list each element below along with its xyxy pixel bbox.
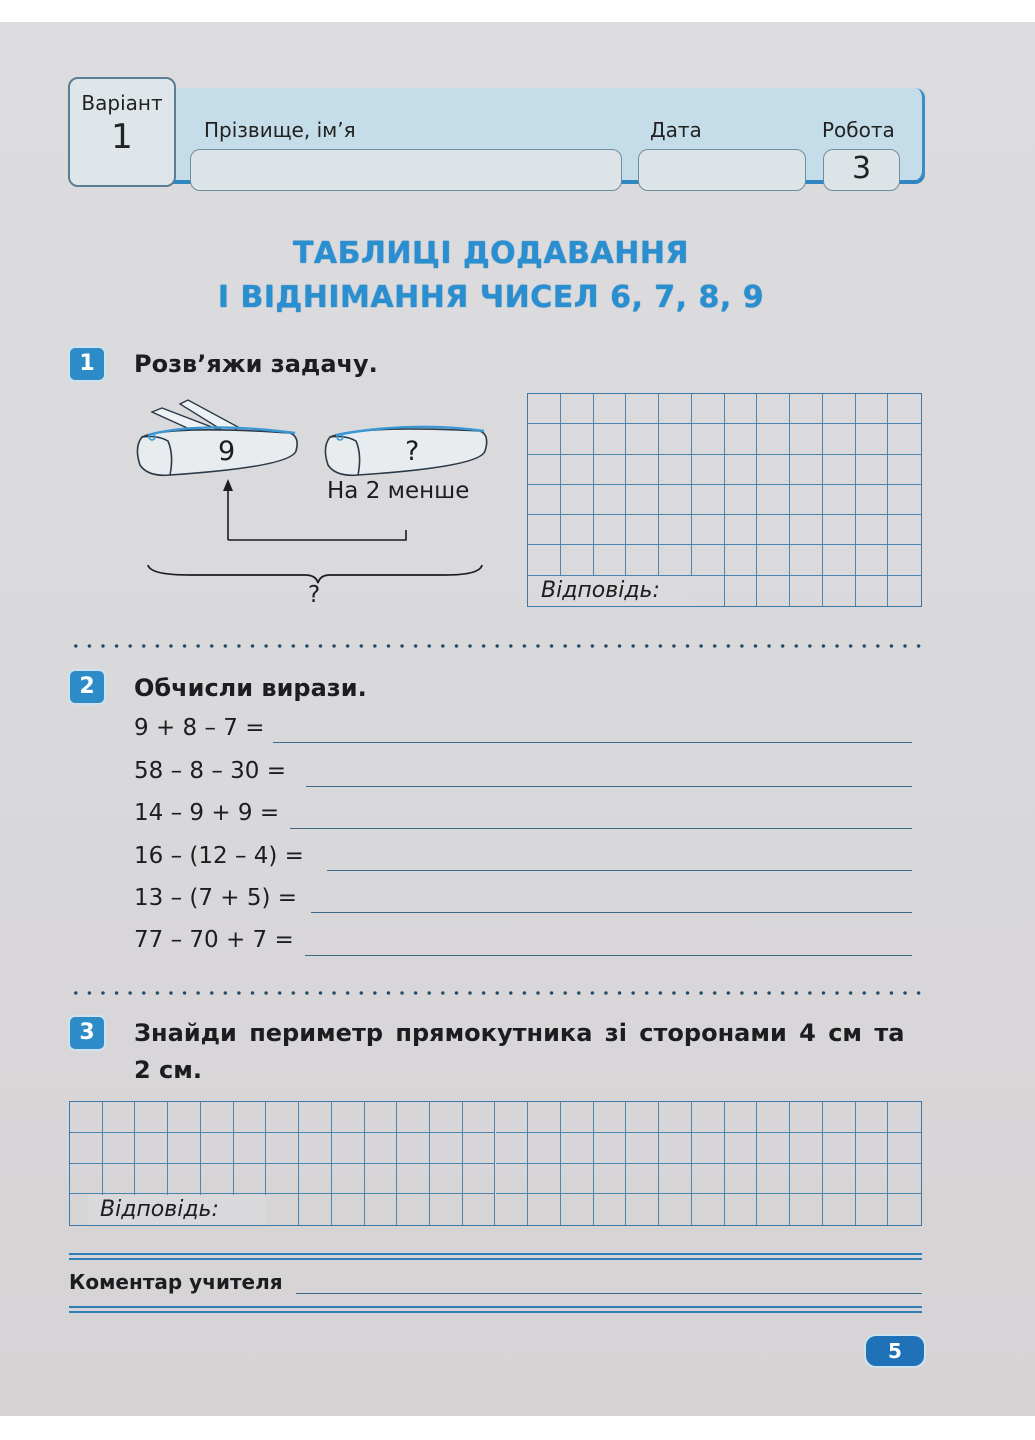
grid-cell[interactable] (888, 1102, 921, 1133)
case-2-value: ? (405, 436, 420, 467)
grid-cell[interactable] (561, 394, 594, 424)
grid-cell[interactable] (528, 1133, 561, 1164)
task-1-answer-grid[interactable] (527, 393, 922, 607)
footer-rule-bottom (69, 1306, 922, 1313)
grid-cell[interactable] (561, 485, 594, 515)
grid-cell[interactable] (528, 424, 561, 454)
grid-cell[interactable] (888, 424, 921, 454)
answer-line-2[interactable] (306, 786, 912, 787)
total-label: ? (308, 582, 321, 608)
grid-cell[interactable] (626, 394, 659, 424)
grid-cell[interactable] (790, 455, 823, 485)
grid-cell[interactable] (823, 455, 856, 485)
grid-cell[interactable] (266, 1133, 299, 1164)
grid-cell[interactable] (70, 1133, 103, 1164)
grid-cell[interactable] (856, 1133, 889, 1164)
grid-cell[interactable] (234, 1133, 267, 1164)
expression-text: 77 – 70 + 7 = (134, 927, 294, 953)
grid-cell[interactable] (692, 485, 725, 515)
name-field[interactable] (190, 149, 622, 191)
expression-row-2 (134, 758, 286, 792)
grid-cell[interactable] (103, 1164, 136, 1195)
grid-cell[interactable] (888, 485, 921, 515)
variant-box (68, 77, 176, 187)
grid-cell[interactable] (757, 515, 790, 545)
grid-cell[interactable] (790, 1133, 823, 1164)
work-number: 3 (823, 149, 900, 191)
grid-cell[interactable] (823, 1164, 856, 1195)
grid-cell[interactable] (332, 1102, 365, 1133)
grid-cell[interactable] (561, 545, 594, 575)
grid-cell[interactable] (757, 1102, 790, 1133)
page-title-line2: І ВІДНІМАННЯ ЧИСЕЛ 6, 7, 8, 9 (217, 280, 765, 315)
grid-cell[interactable] (823, 1102, 856, 1133)
grid-cell[interactable] (463, 1102, 496, 1133)
task-1-answer-label: Відповідь: (529, 576, 693, 606)
grid-cell[interactable] (594, 424, 627, 454)
grid-cell[interactable] (692, 394, 725, 424)
date-field[interactable] (638, 149, 806, 191)
grid-cell[interactable] (856, 515, 889, 545)
grid-cell[interactable] (823, 485, 856, 515)
grid-cell[interactable] (790, 394, 823, 424)
grid-cell[interactable] (528, 455, 561, 485)
grid-cell[interactable] (561, 1102, 594, 1133)
expression-row-5 (134, 885, 297, 919)
grid-cell[interactable] (626, 485, 659, 515)
grid-cell[interactable] (626, 1102, 659, 1133)
relation-label: На 2 менше (327, 478, 470, 504)
grid-cell[interactable] (626, 1133, 659, 1164)
grid-cell[interactable] (659, 1102, 692, 1133)
grid-cell[interactable] (397, 1102, 430, 1133)
grid-cell[interactable] (135, 1164, 168, 1195)
grid-cell[interactable] (594, 394, 627, 424)
grid-cell[interactable] (201, 1133, 234, 1164)
separator-1 (69, 644, 922, 648)
grid-cell[interactable] (299, 1133, 332, 1164)
grid-cell[interactable] (626, 424, 659, 454)
task-1-title: Розв’яжи задачу. (134, 350, 378, 378)
grid-cell[interactable] (790, 576, 823, 606)
name-label: Прізвище, ім’я (204, 118, 356, 142)
grid-cell[interactable] (823, 424, 856, 454)
grid-cell[interactable] (528, 545, 561, 575)
grid-cell[interactable] (888, 515, 921, 545)
grid-cell[interactable] (430, 1164, 463, 1195)
grid-cell[interactable] (659, 455, 692, 485)
grid-cell[interactable] (757, 455, 790, 485)
total-brace-icon (148, 565, 482, 583)
grid-cell[interactable] (659, 1164, 692, 1195)
grid-cell[interactable] (168, 1164, 201, 1195)
grid-cell[interactable] (790, 515, 823, 545)
grid-cell[interactable] (397, 1133, 430, 1164)
grid-cell[interactable] (823, 394, 856, 424)
grid-cell[interactable] (70, 1164, 103, 1195)
grid-cell[interactable] (725, 424, 758, 454)
grid-cell[interactable] (463, 1194, 496, 1225)
grid-cell[interactable] (790, 1194, 823, 1225)
grid-cell[interactable] (463, 1133, 496, 1164)
grid-cell[interactable] (135, 1133, 168, 1164)
grid-cell[interactable] (626, 1164, 659, 1195)
grid-cell[interactable] (757, 545, 790, 575)
grid-cell[interactable] (135, 1102, 168, 1133)
grid-cell[interactable] (201, 1164, 234, 1195)
grid-cell[interactable] (725, 1164, 758, 1195)
grid-cell[interactable] (594, 515, 627, 545)
expression-row-6 (134, 927, 294, 961)
grid-cell[interactable] (692, 1133, 725, 1164)
grid-cell[interactable] (659, 545, 692, 575)
grid-cell[interactable] (757, 576, 790, 606)
grid-cell[interactable] (430, 1102, 463, 1133)
grid-cell[interactable] (430, 1194, 463, 1225)
grid-cell[interactable] (790, 424, 823, 454)
grid-cell[interactable] (692, 1194, 725, 1225)
grid-cell[interactable] (496, 1194, 529, 1225)
grid-cell[interactable] (725, 1133, 758, 1164)
grid-cell[interactable] (365, 1102, 398, 1133)
expression-text: 16 – (12 – 4) = (134, 843, 304, 869)
grid-cell[interactable] (332, 1164, 365, 1195)
page-title-line1: ТАБЛИЦІ ДОДАВАННЯ (292, 236, 690, 271)
expression-text: 9 + 8 – 7 = (134, 715, 265, 741)
task-2-title: Обчисли вирази. (134, 674, 367, 702)
grid-cell[interactable] (496, 1133, 529, 1164)
grid-cell[interactable] (266, 1194, 299, 1225)
grid-cell[interactable] (594, 1133, 627, 1164)
task-2-badge: 2 (70, 671, 104, 703)
grid-cell[interactable] (856, 576, 889, 606)
grid-cell[interactable] (496, 1102, 529, 1133)
expression-text: 14 – 9 + 9 = (134, 800, 280, 826)
grid-cell[interactable] (856, 394, 889, 424)
grid-cell[interactable] (790, 1102, 823, 1133)
answer-line-3[interactable] (290, 828, 912, 829)
teacher-comment-line[interactable] (296, 1293, 922, 1294)
grid-cell[interactable] (561, 1133, 594, 1164)
answer-line-6[interactable] (305, 955, 912, 956)
grid-cell[interactable] (365, 1194, 398, 1225)
grid-cell[interactable] (725, 545, 758, 575)
date-label: Дата (650, 118, 702, 142)
grid-cell[interactable] (168, 1133, 201, 1164)
grid-cell[interactable] (594, 1164, 627, 1195)
grid-cell[interactable] (594, 1102, 627, 1133)
grid-cell[interactable] (856, 1164, 889, 1195)
task-3-title-line2: 2 см. (134, 1056, 203, 1084)
answer-line-1[interactable] (273, 742, 912, 743)
grid-cell[interactable] (888, 1164, 921, 1195)
grid-cell[interactable] (725, 1194, 758, 1225)
grid-cell[interactable] (266, 1102, 299, 1133)
grid-cell[interactable] (856, 485, 889, 515)
expression-text: 58 – 8 – 30 = (134, 758, 286, 784)
grid-cell[interactable] (725, 394, 758, 424)
grid-cell[interactable] (725, 515, 758, 545)
work-label: Робота (822, 118, 895, 142)
grid-cell[interactable] (332, 1133, 365, 1164)
grid-cell[interactable] (528, 1164, 561, 1195)
grid-cell[interactable] (659, 1194, 692, 1225)
variant-value: 1 (111, 117, 133, 157)
grid-cell[interactable] (823, 576, 856, 606)
grid-cell[interactable] (659, 394, 692, 424)
page-number: 5 (866, 1336, 924, 1366)
grid-cell[interactable] (659, 485, 692, 515)
grid-cell[interactable] (234, 1164, 267, 1195)
grid-cell[interactable] (561, 1194, 594, 1225)
grid-cell[interactable] (70, 1102, 103, 1133)
grid-cell[interactable] (757, 394, 790, 424)
grid-cell[interactable] (365, 1164, 398, 1195)
grid-cell[interactable] (266, 1164, 299, 1195)
grid-cell[interactable] (888, 545, 921, 575)
grid-cell[interactable] (397, 1164, 430, 1195)
task-3-badge: 3 (70, 1017, 104, 1049)
expression-row-3 (134, 800, 279, 834)
grid-cell[interactable] (299, 1164, 332, 1195)
grid-cell[interactable] (757, 485, 790, 515)
expression-text: 13 – (7 + 5) = (134, 885, 298, 911)
grid-cell[interactable] (790, 485, 823, 515)
grid-cell[interactable] (561, 455, 594, 485)
grid-cell[interactable] (692, 1164, 725, 1195)
grid-cell[interactable] (594, 545, 627, 575)
grid-cell[interactable] (823, 545, 856, 575)
grid-cell[interactable] (692, 424, 725, 454)
grid-cell[interactable] (725, 455, 758, 485)
grid-cell[interactable] (659, 424, 692, 454)
grid-cell[interactable] (594, 1194, 627, 1225)
grid-cell[interactable] (528, 394, 561, 424)
grid-cell[interactable] (528, 1194, 561, 1225)
grid-cell[interactable] (856, 424, 889, 454)
grid-cell[interactable] (692, 515, 725, 545)
grid-cell[interactable] (626, 545, 659, 575)
grid-cell[interactable] (103, 1133, 136, 1164)
grid-cell[interactable] (626, 455, 659, 485)
grid-cell[interactable] (626, 515, 659, 545)
grid-cell[interactable] (299, 1102, 332, 1133)
grid-cell[interactable] (692, 545, 725, 575)
grid-cell[interactable] (463, 1164, 496, 1195)
answer-line-5[interactable] (311, 912, 912, 913)
grid-cell[interactable] (397, 1194, 430, 1225)
grid-cell[interactable] (888, 1133, 921, 1164)
grid-cell[interactable] (561, 424, 594, 454)
grid-cell[interactable] (692, 576, 725, 606)
grid-cell[interactable] (365, 1133, 398, 1164)
grid-cell[interactable] (888, 1194, 921, 1225)
grid-cell[interactable] (201, 1102, 234, 1133)
grid-cell[interactable] (528, 515, 561, 545)
footer-rule-top (69, 1253, 922, 1260)
grid-cell[interactable] (757, 1133, 790, 1164)
grid-cell[interactable] (757, 1194, 790, 1225)
grid-cell[interactable] (790, 1164, 823, 1195)
grid-cell[interactable] (659, 515, 692, 545)
grid-cell[interactable] (561, 1164, 594, 1195)
grid-cell[interactable] (823, 1194, 856, 1225)
task-3-title-line1: Знайди периметр прямокутника зі сторонами 4 см та (134, 1019, 905, 1047)
teacher-comment-label: Коментар учителя (69, 1270, 283, 1294)
grid-cell[interactable] (757, 1164, 790, 1195)
grid-cell[interactable] (299, 1194, 332, 1225)
grid-cell[interactable] (692, 455, 725, 485)
expression-row-1 (134, 715, 265, 749)
grid-cell[interactable] (496, 1164, 529, 1195)
task-3-answer-label: Відповідь: (88, 1195, 266, 1225)
grid-cell[interactable] (528, 485, 561, 515)
grid-cell[interactable] (430, 1133, 463, 1164)
variant-label: Варіант (81, 91, 163, 115)
grid-cell[interactable] (594, 455, 627, 485)
case-1-value: 9 (218, 436, 236, 467)
grid-cell[interactable] (725, 576, 758, 606)
grid-cell[interactable] (888, 394, 921, 424)
grid-cell[interactable] (823, 1133, 856, 1164)
grid-cell[interactable] (856, 545, 889, 575)
separator-2 (69, 991, 922, 995)
grid-cell[interactable] (692, 1102, 725, 1133)
grid-cell[interactable] (790, 545, 823, 575)
grid-cell[interactable] (528, 1102, 561, 1133)
grid-cell[interactable] (659, 1133, 692, 1164)
grid-cell[interactable] (856, 1102, 889, 1133)
grid-cell[interactable] (561, 515, 594, 545)
grid-cell[interactable] (856, 1194, 889, 1225)
grid-cell[interactable] (168, 1102, 201, 1133)
grid-cell[interactable] (888, 455, 921, 485)
task-1-badge: 1 (70, 348, 104, 380)
grid-cell[interactable] (725, 1102, 758, 1133)
answer-line-4[interactable] (327, 870, 912, 871)
grid-cell[interactable] (332, 1194, 365, 1225)
grid-cell[interactable] (856, 455, 889, 485)
grid-cell[interactable] (757, 424, 790, 454)
expression-row-4 (134, 843, 304, 877)
grid-cell[interactable] (626, 1194, 659, 1225)
grid-cell[interactable] (725, 485, 758, 515)
grid-cell[interactable] (823, 515, 856, 545)
grid-cell[interactable] (888, 576, 921, 606)
grid-cell[interactable] (234, 1102, 267, 1133)
grid-cell[interactable] (103, 1102, 136, 1133)
grid-cell[interactable] (594, 485, 627, 515)
